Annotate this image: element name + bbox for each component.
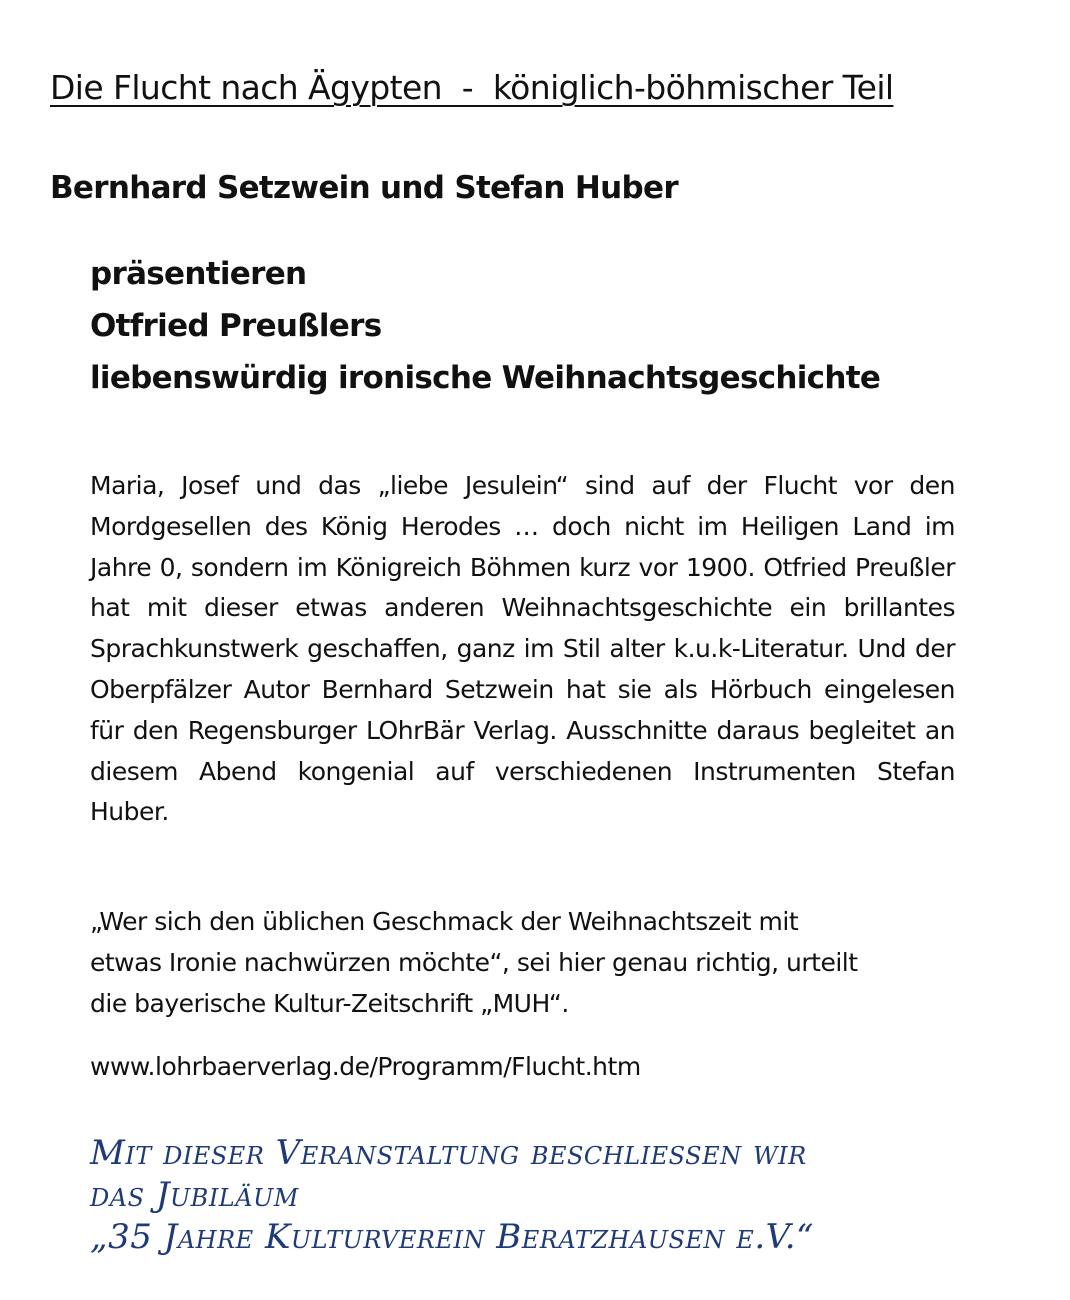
review-quote [90, 901, 970, 1024]
website-url: www.lohrbaerverlag.de/Programm/Flucht.htm [90, 1052, 641, 1081]
closing-line: das Jubiläum [90, 1175, 299, 1215]
document-title: Die Flucht nach Ägypten - königlich-böhmischer Teil [50, 68, 894, 107]
description-paragraph: Maria, Josef und das „liebe Jesulein“ sind auf der Flucht vor den Mordgesellen des König Herodes … doch nicht im Heiligen Land im Jahre 0, sondern im Königreich Böhmen kurz vor 1900. Otfried Preußler hat mit dieser etwas anderen Weihnachtsgeschichte ein brillantes Sprachkunstwerk geschaffen, ganz im Stil alter k.u.k-Literatur. Und der Oberpfälzer Autor Bernhard Setzwein hat sie als Hörbuch eingelesen für den Regensburger LOhrBär Verlag. Ausschnitte daraus begleitet an diesem Abend kongenial auf verschiedenen Instrumenten Stefan Huber. [90, 471, 955, 827]
closing-note [90, 1132, 814, 1258]
presents-line: liebenswürdig ironische Weihnachtsgeschichte [90, 360, 881, 396]
closing-line: „35 Jahre Kulturverein Beratzhausen e.V.“ [90, 1217, 814, 1257]
closing-line: Mit dieser Veranstaltung beschliessen wir [90, 1133, 807, 1173]
presentation-heading [90, 248, 880, 404]
quote-line: „Wer sich den üblichen Geschmack der Weihnachtszeit mit [90, 907, 799, 936]
quote-line: etwas Ironie nachwürzen möchte“, sei hier genau richtig, urteilt [90, 948, 858, 977]
presents-line: Otfried Preußlers [90, 308, 382, 344]
presents-line: präsentieren [90, 256, 307, 292]
quote-line: die bayerische Kultur-Zeitschrift „MUH“. [90, 989, 569, 1018]
authors-heading: Bernhard Setzwein und Stefan Huber [50, 170, 678, 206]
